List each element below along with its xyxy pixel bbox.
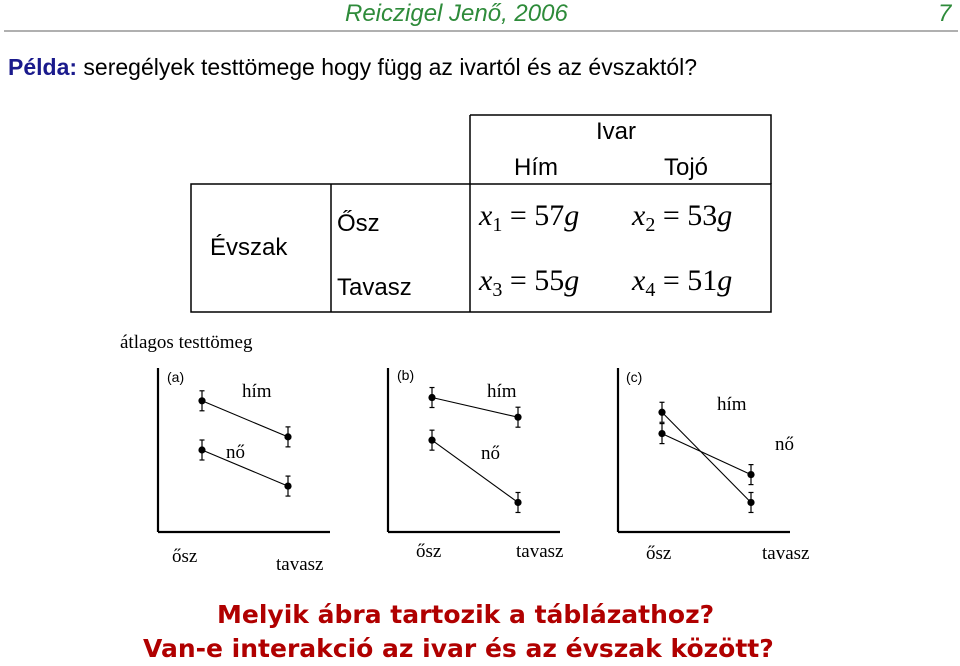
- table-row-group: Évszak: [210, 234, 288, 261]
- panel-3-series-1-point-1: [747, 471, 754, 478]
- panel-3-label: (c): [626, 369, 643, 385]
- panel-3-series-0-point-1: [747, 499, 754, 506]
- table-cell-x2: $x_2 = 53g$: [632, 199, 733, 236]
- panel-3-xtick-0: ősz: [646, 543, 672, 564]
- panel-2-series-0-point-1: [514, 414, 521, 421]
- title-text: seregélyek testtömege hogy függ az ivartól és az évszaktól?: [77, 54, 698, 80]
- panel-3-series-label-1: nő: [775, 434, 794, 455]
- panel-1-xtick-0: ősz: [172, 546, 198, 567]
- table-row-osz: Ősz: [337, 210, 380, 237]
- question-1: Melyik ábra tartozik a táblázathoz?: [217, 600, 715, 629]
- page-number: 7: [938, 0, 952, 27]
- question-2: Van-e interakció az ivar és az évszak között?: [143, 634, 774, 663]
- title-label: Példa:: [8, 54, 78, 80]
- panel-2-series-1-point-1: [514, 499, 521, 506]
- panel-1-xtick-1: tavasz: [276, 554, 324, 575]
- panel-1-series-0-line: [202, 401, 288, 437]
- panel-1-series-1-point-0: [198, 446, 205, 453]
- panel-2-xtick-1: tavasz: [516, 541, 564, 562]
- panel-3-series-label-0: hím: [717, 394, 747, 415]
- table-col-tojo: Tojó: [664, 154, 709, 181]
- table-cell-x1: $x_1 = 57g$: [479, 199, 580, 236]
- panel-2-xtick-0: ősz: [416, 541, 442, 562]
- table-column-group: Ivar: [596, 118, 637, 145]
- header-author: Reiczigel Jenő, 2006: [345, 0, 568, 27]
- panel-2-series-label-0: hím: [487, 381, 517, 402]
- panel-3-series-1-point-0: [658, 430, 665, 437]
- panel-2-series-0-point-0: [428, 394, 435, 401]
- panel-1-series-1-point-1: [284, 482, 291, 489]
- panel-3-series-0-line: [662, 412, 751, 502]
- table-cell-x3: $x_3 = 55g$: [479, 264, 580, 301]
- table-col-him: Hím: [514, 154, 558, 181]
- panel-2-label: (b): [397, 367, 415, 383]
- panel-1-series-1-line: [202, 450, 288, 486]
- panel-3-xtick-1: tavasz: [762, 543, 810, 564]
- panel-2-series-1-point-0: [428, 437, 435, 444]
- chart-ylabel: átlagos testtömeg: [120, 332, 253, 353]
- panel-3-series-1-line: [662, 434, 751, 475]
- panel-3-series-0-point-0: [658, 409, 665, 416]
- panel-2-series-label-1: nő: [481, 443, 500, 464]
- table-row-tavasz: Tavasz: [337, 274, 412, 301]
- panel-2-series-1-line: [432, 440, 518, 502]
- table-cell-x4: $x_4 = 51g$: [632, 264, 733, 301]
- panel-1-label: (a): [167, 369, 185, 385]
- panel-1-series-0-point-1: [284, 433, 291, 440]
- panel-1-series-label-0: hím: [242, 381, 272, 402]
- panel-1-series-label-1: nő: [226, 442, 245, 463]
- panel-1-series-0-point-0: [198, 397, 205, 404]
